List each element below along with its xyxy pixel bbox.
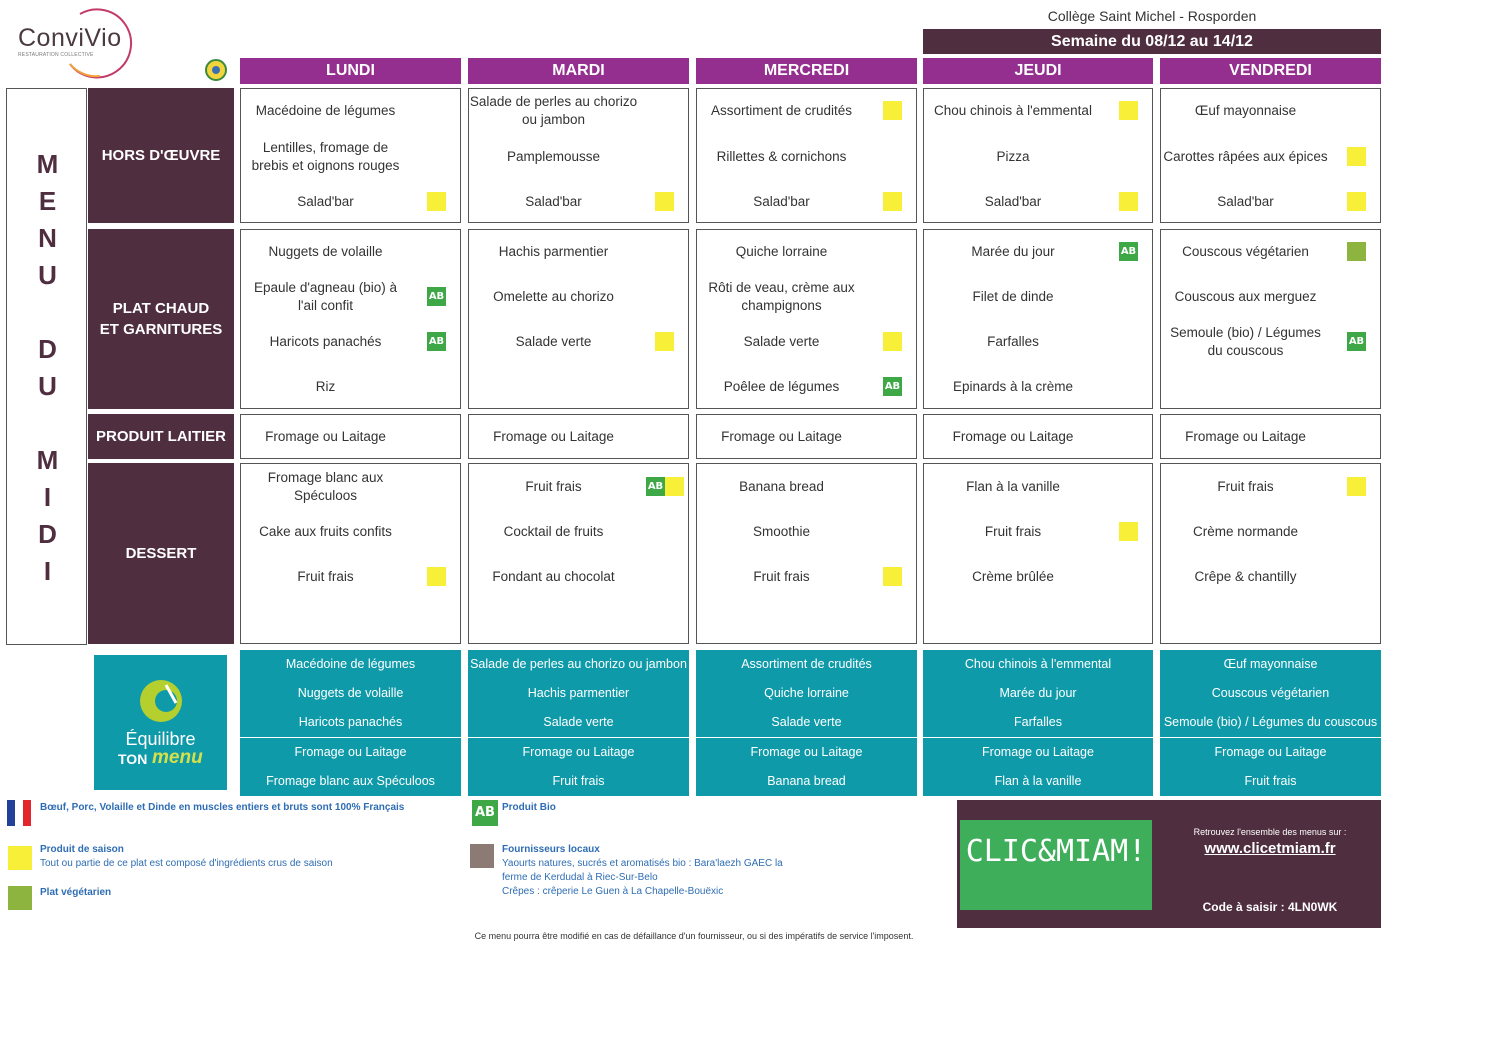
menu-item: Cake aux fruits confits — [259, 524, 392, 539]
menu-item: Crêpe & chantilly — [1194, 569, 1297, 584]
sun-icon — [655, 192, 674, 211]
menu-letter: U — [38, 260, 57, 290]
legend-france: Bœuf, Porc, Volaille et Dinde en muscles entiers et bruts sont 100% Français — [40, 802, 405, 813]
sun-icon — [1119, 522, 1138, 541]
sun-icon — [883, 101, 902, 120]
menu-item: Farfalles — [987, 334, 1039, 349]
menu-item: Banana bread — [739, 479, 824, 494]
bio-ab-icon: AB — [427, 287, 446, 306]
equilibre-item: Haricots panachés — [240, 708, 461, 737]
equilibre-item: Salade verte — [696, 708, 917, 737]
menu-item: Hachis parmentier — [498, 244, 609, 259]
bio-ab-icon: AB — [427, 332, 446, 351]
menu-item: Flan à la vanille — [966, 479, 1060, 494]
menu-du-midi-label — [6, 88, 87, 645]
equilibre-item: Farfalles — [923, 708, 1153, 737]
menu-item: Couscous aux merguez — [1174, 289, 1317, 304]
menu-item: Salad'bar — [297, 194, 354, 209]
menu-item: Assortiment de crudités — [710, 103, 853, 118]
menu-item: Fruit frais — [753, 569, 810, 584]
menu-letter: I — [43, 482, 52, 512]
equilibre-item: Flan à la vanille — [923, 767, 1153, 796]
legend-vegetarien: Plat végétarien — [40, 887, 112, 898]
bio-ab-icon: AB — [646, 477, 665, 496]
sun-icon — [427, 567, 446, 586]
menu-item: Marée du jour — [971, 244, 1055, 259]
bio-ab-icon: AB — [472, 800, 498, 826]
equilibre-item: Fromage ou Laitage — [240, 738, 461, 767]
equilibre-menu-word: menu — [152, 747, 203, 768]
day-header-lundi: LUNDI — [240, 58, 461, 84]
menu-letter: I — [43, 556, 52, 586]
menu-item: Chou chinois à l'emmental — [934, 103, 1092, 118]
equilibre-item: Œuf mayonnaise — [1160, 650, 1381, 679]
menu-item: Salad'bar — [984, 194, 1042, 209]
legend-local-line: Yaourts natures, sucrés et aromatisés bio : Bara'laezh GAEC la — [502, 858, 783, 869]
footer-note: Ce menu pourra être modifié en cas de défaillance d'un fournisseur, ou si des impératifs de service l'imposent. — [474, 931, 914, 941]
equilibre-item: Salade de perles au chorizo ou jambon — [468, 650, 689, 679]
menu-item: Pizza — [996, 149, 1030, 164]
sun-icon — [883, 332, 902, 351]
legend-local-line: Crêpes : crêperie Le Guen à La Chapelle-Bouëxic — [502, 886, 724, 897]
menu-item: Lentilles, fromage de brebis et oignons rouges — [251, 140, 400, 173]
legend-local-line: ferme de Kerdudal à Riec-Sur-Belo — [502, 872, 658, 883]
equilibre-item: Semoule (bio) / Légumes du couscous — [1160, 708, 1381, 737]
menu-letter: U — [38, 371, 57, 401]
menu-item: Rôti de veau, crème aux champignons — [708, 280, 855, 313]
leaf-icon — [1347, 242, 1366, 261]
equilibre-item: Couscous végétarien — [1160, 679, 1381, 708]
menu-item: Salade verte — [515, 334, 592, 349]
menu-item: Fromage blanc aux Spéculoos — [267, 470, 384, 503]
menu-letter: M — [36, 445, 59, 475]
equilibre-ton-menu-logo — [94, 655, 227, 790]
sun-icon — [883, 567, 902, 586]
equilibre-item: Fromage ou Laitage — [696, 738, 917, 767]
clicetmiam-code: Code à saisir : 4LN0WK — [1202, 900, 1338, 914]
menu-item: Cocktail de fruits — [503, 524, 604, 539]
menu-item: Œuf mayonnaise — [1194, 103, 1297, 118]
equilibre-item: Banana bread — [696, 767, 917, 796]
equilibre-ton: TON — [118, 751, 148, 767]
sun-icon — [665, 477, 684, 496]
menu-item: Salad'bar — [753, 194, 810, 209]
sun-icon — [427, 192, 446, 211]
menu-item: Fruit frais — [525, 479, 582, 494]
sun-icon — [1347, 192, 1366, 211]
menu-item: Poêlee de légumes — [723, 379, 840, 394]
equilibre-item: Macédoine de légumes — [240, 650, 461, 679]
category-hors-doeuvre: HORS D'ŒUVRE — [88, 88, 234, 223]
menu-item: Filet de dinde — [972, 289, 1054, 304]
sun-icon — [1119, 192, 1138, 211]
menu-item: Macédoine de légumes — [255, 103, 396, 118]
equilibre-item: Fruit frais — [468, 767, 689, 796]
menu-item: Haricots panachés — [269, 334, 382, 349]
menu-item: Fromage ou Laitage — [493, 429, 614, 444]
equilibre-item: Hachis parmentier — [468, 679, 689, 708]
menu-item: Salad'bar — [525, 194, 582, 209]
sun-icon — [1347, 477, 1366, 496]
bio-ab-icon: AB — [1119, 242, 1138, 261]
legend-local-title: Fournisseurs locaux — [502, 844, 600, 855]
menu-item: Rillettes & cornichons — [716, 149, 847, 164]
category-plat-chaud: PLAT CHAUD ET GARNITURES — [88, 229, 234, 409]
sun-icon — [655, 332, 674, 351]
day-header-mercredi: MERCREDI — [696, 58, 917, 84]
bio-ab-icon: AB — [883, 377, 902, 396]
menu-item: Smoothie — [752, 524, 811, 539]
menu-item: Riz — [315, 379, 336, 394]
menu-item: Fruit frais — [297, 569, 354, 584]
menu-item: Epaule d'agneau (bio) à l'ail confit — [254, 280, 397, 313]
menu-item: Omelette au chorizo — [493, 289, 614, 304]
equilibre-item: Nuggets de volaille — [240, 679, 461, 708]
menu-letter: N — [38, 223, 57, 253]
sun-icon — [883, 192, 902, 211]
menu-item: Fromage ou Laitage — [1185, 429, 1306, 444]
equilibre-title: Équilibre — [125, 729, 196, 749]
legend-saison-title: Produit de saison — [40, 844, 124, 855]
menu-item: Salad'bar — [1217, 194, 1274, 209]
equilibre-item: Chou chinois à l'emmental — [923, 650, 1153, 679]
school-name: Collège Saint Michel - Rosporden — [1047, 8, 1257, 24]
equilibre-item: Fruit frais — [1160, 767, 1381, 796]
equilibre-item: Fromage ou Laitage — [1160, 738, 1381, 767]
equilibre-item: Assortiment de crudités — [696, 650, 917, 679]
sun-icon — [1119, 101, 1138, 120]
menu-item: Fromage ou Laitage — [952, 429, 1074, 444]
week-banner: Semaine du 08/12 au 14/12 — [923, 29, 1381, 54]
clicetmiam-text: Retrouvez l'ensemble des menus sur : — [1193, 827, 1347, 837]
menu-letter: D — [38, 334, 57, 364]
menu-item: Pamplemousse — [506, 149, 601, 164]
tractor-icon — [470, 844, 494, 868]
logo-tagline: RESTAURATION COLLECTIVE — [18, 52, 94, 58]
french-flag-icon — [7, 800, 31, 826]
day-header-jeudi: JEUDI — [923, 58, 1153, 84]
menu-letter: M — [36, 149, 59, 179]
menu-item: Fruit frais — [984, 524, 1042, 539]
equilibre-item: Fromage ou Laitage — [923, 738, 1153, 767]
bio-ab-icon: AB — [1347, 332, 1366, 351]
menu-item: Fruit frais — [1217, 479, 1274, 494]
day-header-mardi: MARDI — [468, 58, 689, 84]
sun-icon — [8, 846, 32, 870]
equilibre-item: Fromage ou Laitage — [468, 738, 689, 767]
menu-item: Epinards à la crème — [952, 379, 1074, 394]
equilibre-item: Marée du jour — [923, 679, 1153, 708]
menu-item: Quiche lorraine — [735, 244, 828, 259]
menu-letter: E — [38, 186, 57, 216]
menu-item: Semoule (bio) / Légumes du couscous — [1170, 325, 1321, 358]
equilibre-item: Salade verte — [468, 708, 689, 737]
menu-item: Couscous végétarien — [1182, 244, 1309, 259]
logo-arc-icon — [60, 4, 140, 80]
equilibre-item: Fromage blanc aux Spéculoos — [240, 767, 461, 796]
menu-item: Carottes râpées aux épices — [1163, 149, 1328, 164]
menu-item: Fondant au chocolat — [492, 569, 615, 584]
equilibre-item: Quiche lorraine — [696, 679, 917, 708]
legend-saison-text: Tout ou partie de ce plat est composé d'ingrédients crus de saison — [40, 858, 333, 869]
category-produit-laitier: PRODUIT LAITIER — [88, 414, 234, 459]
menu-item: Fromage ou Laitage — [265, 429, 386, 444]
menu-item: Fromage ou Laitage — [721, 429, 842, 444]
category-dessert: DESSERT — [88, 463, 234, 644]
leaf-icon — [8, 886, 32, 910]
menu-item: Crème normande — [1192, 524, 1299, 539]
clicetmiam-logo: CLIC&MIAM! — [960, 820, 1152, 910]
convivio-logo: ConviVio — [18, 24, 122, 52]
legend-bio: Produit Bio — [502, 802, 556, 813]
equilibre-c-icon — [136, 675, 186, 727]
menu-letter: D — [38, 519, 57, 549]
menu-item: Salade verte — [743, 334, 820, 349]
menu-item: Nuggets de volaille — [268, 244, 383, 259]
menu-item: Salade de perles au chorizo ou jambon — [469, 94, 638, 127]
sun-icon — [1347, 147, 1366, 166]
seal-icon — [203, 58, 229, 82]
menu-item: Crème brûlée — [972, 569, 1054, 584]
day-header-vendredi: VENDREDI — [1160, 58, 1381, 84]
clicetmiam-url[interactable]: www.clicetmiam.fr — [1204, 840, 1336, 857]
